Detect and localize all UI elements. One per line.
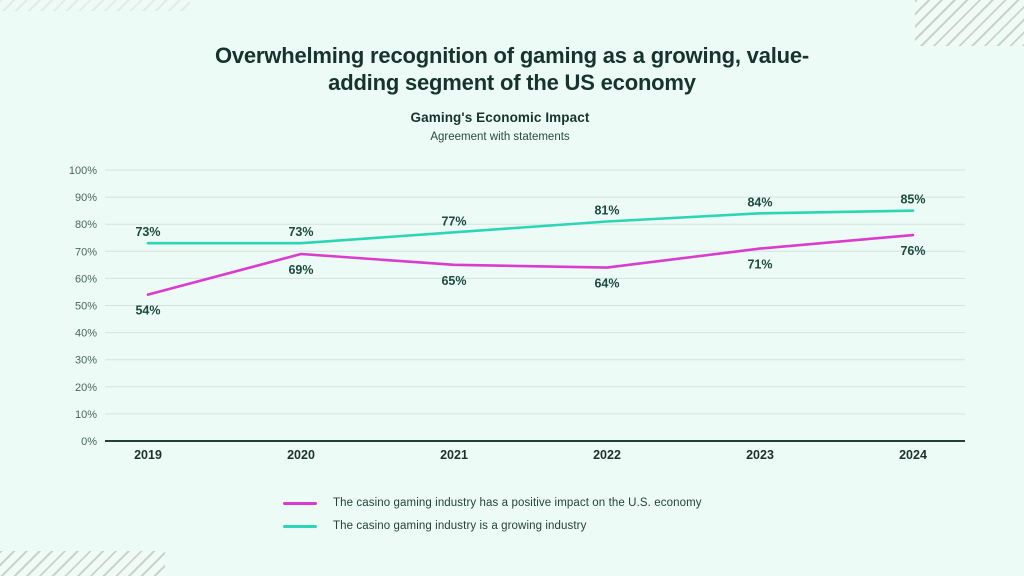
y-axis-tick-label: 0%: [81, 436, 97, 448]
x-axis-label: 2022: [593, 448, 621, 462]
y-axis-tick-label: 80%: [74, 219, 97, 232]
legend-item-growing-industry: [283, 519, 702, 533]
data-label: 69%: [288, 263, 314, 278]
y-axis-tick-label: 10%: [74, 408, 97, 421]
series-line: [148, 211, 913, 244]
data-label: 84%: [747, 195, 773, 210]
data-label: 76%: [900, 244, 926, 259]
data-label: 71%: [747, 257, 773, 272]
x-axis-label: 2021: [440, 448, 468, 462]
page-title-line2: adding segment of the US economy: [328, 70, 696, 95]
y-axis-tick-label: 50%: [74, 300, 97, 313]
x-axis-label: 2019: [134, 448, 162, 462]
legend-label: The casino gaming industry is a growing industry: [333, 520, 587, 532]
data-label: 85%: [900, 192, 926, 207]
legend-swatch-teal: [283, 525, 317, 528]
y-axis-tick-label: 20%: [74, 381, 97, 394]
chart-title: Gaming's Economic Impact: [410, 110, 590, 125]
data-label: 73%: [135, 225, 161, 240]
legend-item-positive-impact: [283, 496, 702, 510]
legend-swatch-magenta: [283, 502, 317, 505]
y-axis-tick-label: 30%: [74, 354, 97, 367]
data-label: 54%: [135, 303, 161, 318]
page-title-line1: Overwhelming recognition of gaming as a growing, value-: [214, 43, 810, 68]
x-axis-label: 2023: [746, 448, 774, 462]
legend-label: The casino gaming industry has a positive impact on the U.S. economy: [333, 497, 702, 509]
y-axis-tick-label: 90%: [74, 192, 97, 205]
x-axis-label: 2020: [287, 448, 315, 462]
data-label: 65%: [441, 273, 467, 288]
data-label: 64%: [594, 276, 620, 291]
chart-legend: [283, 496, 702, 533]
y-axis-tick-label: 60%: [74, 273, 97, 286]
y-axis-tick-label: 40%: [74, 327, 97, 340]
x-axis-label: 2024: [899, 448, 927, 462]
data-label: 73%: [288, 225, 314, 240]
data-label: 77%: [441, 214, 467, 229]
y-axis-tick-label: 70%: [74, 246, 97, 259]
data-label: 81%: [594, 203, 620, 218]
y-axis-tick-label: 100%: [68, 165, 97, 177]
chart-subtitle: Agreement with statements: [430, 131, 570, 143]
